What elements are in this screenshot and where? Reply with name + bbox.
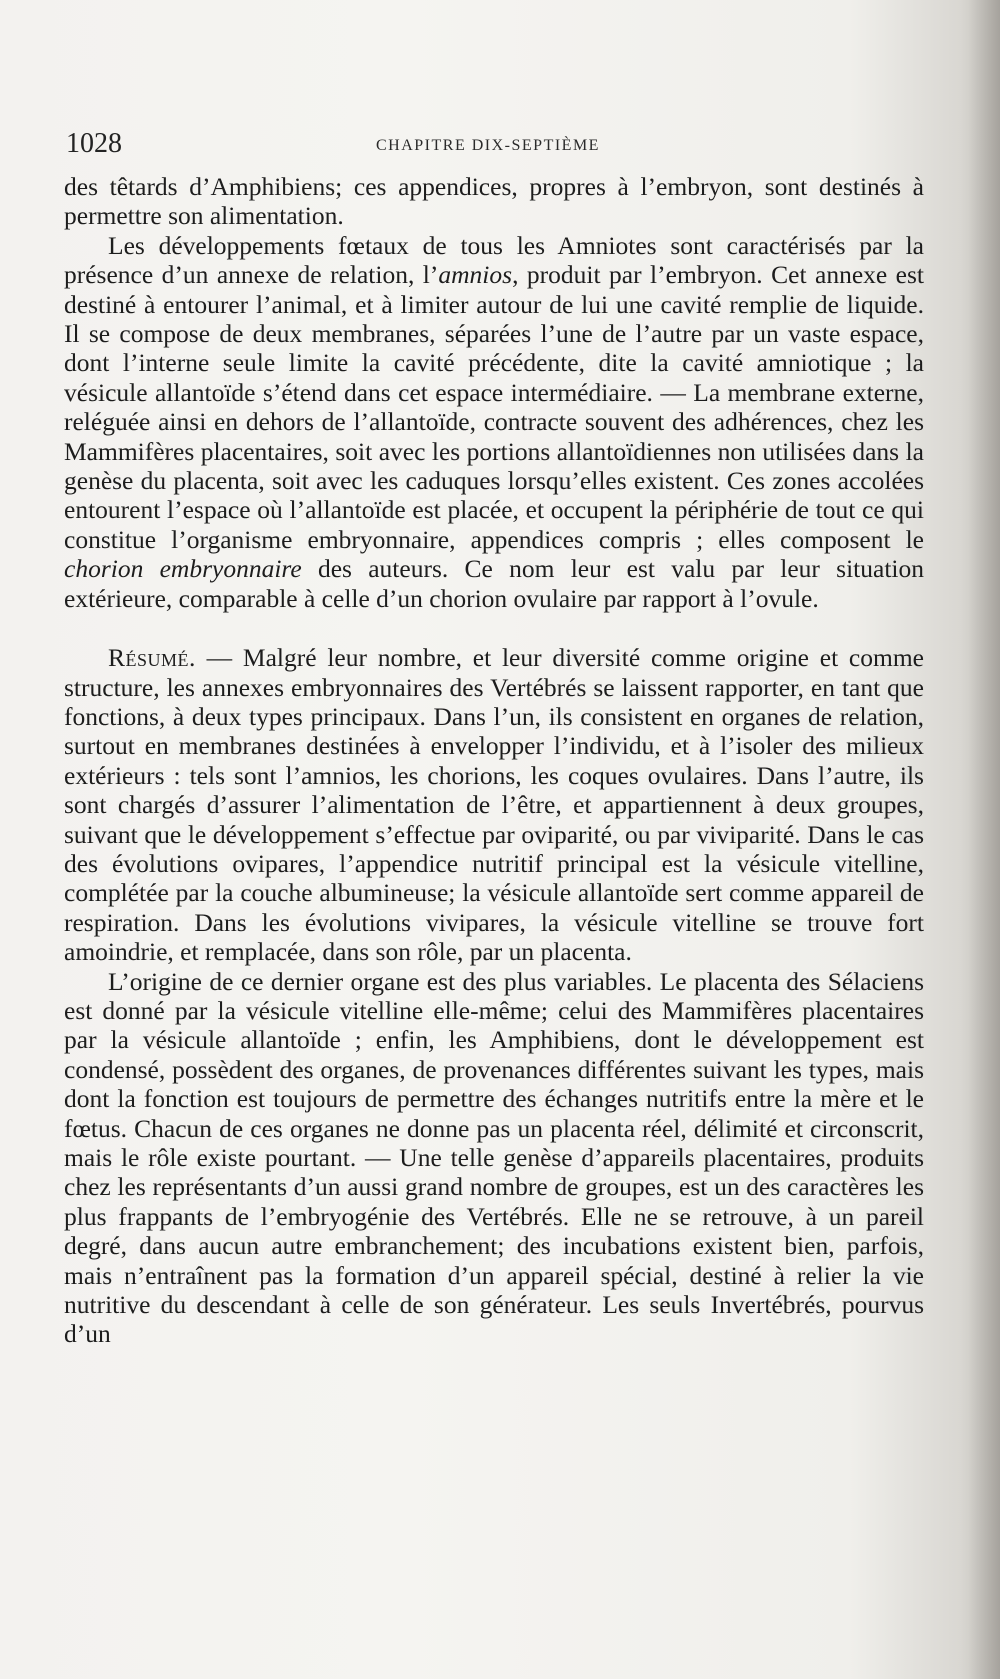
paragraph-continuation	[64, 172, 924, 231]
body-text	[64, 172, 924, 1349]
page-gutter-shadow	[968, 0, 1000, 1679]
italic-term: amnios	[438, 260, 513, 290]
text-run: — Malgré leur nombre, et leur diversité comme origine et comme structure, les annexes embryonnaires des Vertébrés se laissent rapporter, en tant que fonctions, à deux types principaux. Dans l’un, ils consistent en organes de relation, surtout en membranes destinées à envelopper l’individu, et à l’isoler des milieux extérieurs : tels sont l’amnios, les chorions, les coques ovulaires. Dans l’autre, ils sont chargés d’assurer l’alimentation de l’être, et appartiennent à deux groupes, suivant que le développement s’effectue par oviparité, ou par viviparité. Dans le cas des évolutions ovipares, l’appendice nutritif principal est la vésicule vitelline, complétée par la couche albumineuse; la vésicule allantoïde sert comme appareil de respiration. Dans les évolutions vivipares, la vésicule vitelline se trouve fort amoindrie, et remplacée, dans son rôle, par un placenta.	[64, 643, 924, 967]
page-header	[66, 128, 930, 164]
text-run: Les développements fœtaux de tous les Amniotes sont caractérisés par la présence d’un annexe de relation, l’	[64, 230, 924, 290]
page-number: 1028	[66, 128, 122, 159]
paragraph-origin	[64, 967, 924, 1349]
text-run: L’origine de ce dernier organe est des plus variables. Le placenta des Sélaciens est donné par la vésicule vitelline elle-même; celui des Mammifères placentaires par la vésicule allantoïde ; enfin, les Amphibiens, dont le développement est condensé, possèdent des organes, de provenances différentes suivant les types, mais dont la fonction est toujours de permettre des échanges nutritifs entre la mère et le fœtus. Chacun de ces organes ne donne pas un placenta réel, délimité et circonscrit, mais le rôle existe pourtant. — Une telle genèse d’appareils placentaires, produits chez les représentants d’un aussi grand nombre de groupes, est un des caractères les plus frappants de l’embryogénie des Vertébrés. Elle ne se retrouve, à un pareil degré, dans aucun autre embranchement; des incubations existent bien, parfois, mais n’entraînent pas la formation d’un appareil spécial, destiné à relier la vie nutritive du descendant à celle de son générateur. Les seuls Invertébrés, pourvus d’un	[64, 966, 924, 1349]
italic-term: chorion embryonnaire	[64, 554, 302, 584]
running-head: CHAPITRE DIX-SEPTIÈME	[376, 137, 600, 154]
text-run: , produit par l’embryon. Cet annexe est destiné à entourer l’animal, et à limiter autour de lui une cavité remplie de liquide. Il se compose de deux membranes, séparées l’une de l’autre par un vaste espace, dont l’interne seule limite la cavité précédente, dite la cavité amniotique ; la vésicule allantoïde s’étend dans cet espace intermédiaire. — La membrane externe, reléguée ainsi en dehors de l’allantoïde, contracte souvent des adhérences, chez les Mammifères placentaires, soit avec les portions allantoïdiennes non utilisées dans la genèse du placenta, soit avec les caduques lorsqu’elles existent. Ces zones accolées entourent l’espace où l’allantoïde est placée, et occupent la périphérie de tout ce qui constitue l’organisme embryonnaire, appendices compris ; elles composent le	[64, 260, 924, 554]
text-run: des auteurs. Ce nom leur est valu par leur situation extérieure, comparable à celle d’un chorion ovulaire par rapport à l’ovule.	[64, 554, 924, 613]
paragraph-amniotes	[64, 231, 924, 613]
text-run: des têtards d’Amphibiens; ces appendices, propres à l’embryon, sont destinés à permettre son alimentation.	[64, 172, 924, 231]
paragraph-resume	[64, 643, 924, 966]
resume-heading: Résumé.	[108, 643, 196, 673]
